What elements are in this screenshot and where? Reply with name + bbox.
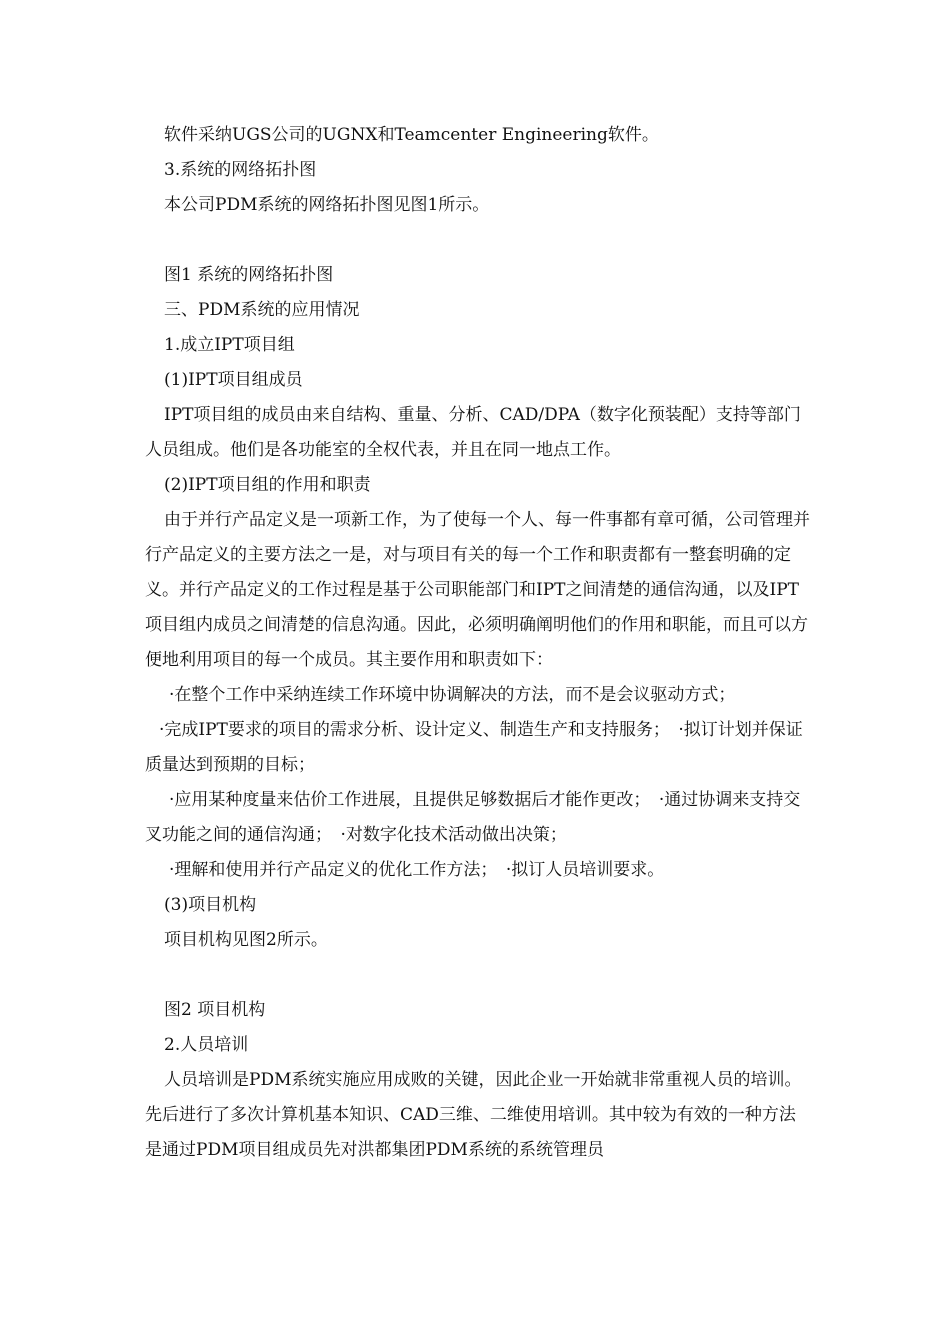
heading-network-topology: 3.系统的网络拓扑图 [164,160,317,180]
figure-2-placeholder [145,958,810,993]
paragraph-ipt-roles: 由于并行产品定义是一项新工作，为了使每一个人、每一件事都有章可循，公司管理并行产品定义的主要方法之一是，对与项目有关的每一个工作和职责都有一整套明确的定义。并行产品定义的工作过程是基于公司职能部门和IPT之间清楚的通信沟通，以及IPT项目组内成员之间清楚的信息沟通。因此，必须明确阐明他们的作用和职能，而且可以方便地利用项目的每一个成员。其主要作用和职责如下： [145,510,810,670]
bullet-line-3: ·应用某种度量来估价工作进展，且提供足够数据后才能作更改； ·通过协调来支持交叉功能之间的通信沟通； ·对数字化技术活动做出决策； [145,790,801,845]
heading-ipt-roles: (2)IPT项目组的作用和职责 [164,475,371,495]
heading-section-3: 三、PDM系统的应用情况 [164,300,360,320]
figure-1-caption: 图1 系统的网络拓扑图 [164,265,334,285]
heading-ipt-members: (1)IPT项目组成员 [164,370,303,390]
document-body [145,118,810,1168]
paragraph-ipt-members: IPT项目组的成员由来自结构、重量、分析、CAD/DPA（数字化预装配）支持等部门人员组成。他们是各功能室的全权代表，并且在同一地点工作。 [145,405,801,460]
paragraph-software: 软件采纳UGS公司的UGNX和Teamcenter Engineering软件。 [164,125,659,145]
paragraph-training: 人员培训是PDM系统实施应用成败的关键，因此企业一开始就非常重视人员的培训。先后进行了多次计算机基本知识、CAD三维、二维使用培训。其中较为有效的一种方法是通过PDM项目组成员先对洪都集团PDM系统的系统管理员 [145,1070,802,1160]
heading-training: 2.人员培训 [164,1035,249,1055]
heading-ipt-group: 1.成立IPT项目组 [164,335,295,355]
figure-2-caption: 图2 项目机构 [164,1000,266,1020]
figure-1-placeholder [145,223,810,258]
bullet-line-2: ·完成IPT要求的项目的需求分析、设计定义、制造生产和支持服务； ·拟订计划并保证质量达到预期的目标； [145,720,803,775]
paragraph-project-org-ref: 项目机构见图2所示。 [164,930,328,950]
bullet-line-4: ·理解和使用并行产品定义的优化工作方法； ·拟订人员培训要求。 [169,860,665,880]
heading-project-org: (3)项目机构 [164,895,257,915]
bullet-line-1: ·在整个工作中采纳连续工作环境中协调解决的方法，而不是会议驱动方式； [169,685,736,705]
paragraph-topology-ref: 本公司PDM系统的网络拓扑图见图1所示。 [164,195,490,215]
